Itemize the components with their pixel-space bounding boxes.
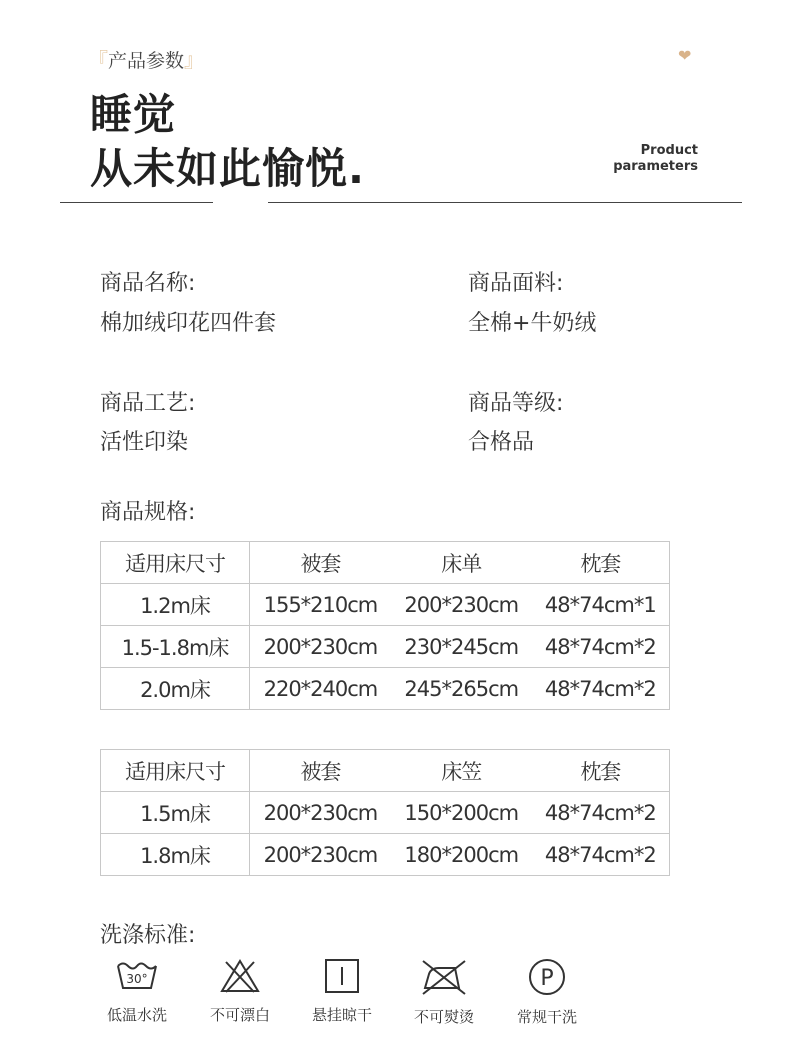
- table-row: [101, 668, 670, 710]
- table-cell: 1.8m床: [101, 834, 250, 876]
- table-cell: 48*74cm*1: [532, 584, 670, 626]
- page-title-line2: 从未如此愉悦.: [90, 144, 365, 193]
- table-cell: 245*265cm: [391, 668, 532, 710]
- table-header-cell: 适用床尺寸: [101, 542, 250, 584]
- table-cell: 1.5-1.8m床: [101, 626, 250, 668]
- param-value-grade: 合格品: [468, 430, 535, 455]
- dry-clean-p-icon: [525, 958, 569, 996]
- bracket-left: 『: [88, 48, 108, 72]
- wash-temp-text: 30°: [126, 972, 148, 986]
- param-label-fabric: 商品面料:: [468, 271, 564, 296]
- table-cell: 230*245cm: [391, 626, 532, 668]
- wash-item-no-iron: [404, 958, 484, 1027]
- english-line1: Product: [640, 143, 698, 158]
- english-line2: parameters: [613, 159, 698, 174]
- param-label-craft: 商品工艺:: [100, 391, 196, 416]
- wash-item-no-bleach: [200, 958, 280, 1025]
- wash-label-hang-dry: 悬挂晾干: [311, 1006, 372, 1024]
- table-header-cell: 被套: [250, 542, 391, 584]
- table-header-cell: 枕套: [532, 542, 670, 584]
- tag-text: 产品参数: [108, 50, 185, 72]
- table-cell: 2.0m床: [101, 668, 250, 710]
- spec-table-2: [100, 749, 670, 876]
- param-label-name: 商品名称:: [100, 271, 196, 296]
- hang-dry-icon: [320, 958, 364, 994]
- param-label-grade: 商品等级:: [468, 391, 564, 416]
- wash-label-dry-clean: 常规干洗: [516, 1008, 577, 1026]
- table-cell: 48*74cm*2: [532, 668, 670, 710]
- param-value-fabric: 全棉+牛奶绒: [468, 311, 597, 336]
- table-cell: 1.5m床: [101, 792, 250, 834]
- table-cell: 1.2m床: [101, 584, 250, 626]
- no-iron-icon: [419, 958, 469, 996]
- table-cell: 200*230cm: [250, 834, 391, 876]
- table-cell: 200*230cm: [391, 584, 532, 626]
- wash-label-no-iron: 不可熨烫: [413, 1008, 474, 1026]
- spec-table-1: [100, 541, 670, 710]
- table-header-row: [101, 750, 670, 792]
- spec-label: 商品规格:: [100, 500, 196, 525]
- table-header-cell: 被套: [250, 750, 391, 792]
- wash-label: 洗涤标准:: [100, 923, 196, 948]
- table-header-cell: 适用床尺寸: [101, 750, 250, 792]
- table-cell: 220*240cm: [250, 668, 391, 710]
- table-header-cell: 床笠: [391, 750, 532, 792]
- table-header-row: [101, 542, 670, 584]
- english-subtitle: [613, 143, 698, 175]
- param-value-craft: 活性印染: [100, 430, 189, 455]
- wash-item-dry-clean: [507, 958, 587, 1027]
- table-cell: 200*230cm: [250, 626, 391, 668]
- table-cell: 150*200cm: [391, 792, 532, 834]
- wash-label-no-bleach: 不可漂白: [209, 1006, 270, 1024]
- wash-label-low-temp: 低温水洗: [106, 1006, 167, 1024]
- table-row: [101, 834, 670, 876]
- table-row: [101, 792, 670, 834]
- wash-30-icon: [115, 958, 159, 994]
- table-cell: 180*200cm: [391, 834, 532, 876]
- dry-clean-letter: P: [540, 966, 554, 991]
- bracket-right: 』: [184, 48, 205, 72]
- param-value-name: 棉加绒印花四件套: [100, 311, 277, 336]
- table-header-cell: 枕套: [532, 750, 670, 792]
- table-cell: 200*230cm: [250, 792, 391, 834]
- wash-item-hang-dry: [302, 958, 382, 1025]
- table-row: [101, 626, 670, 668]
- no-bleach-icon: [218, 958, 262, 994]
- table-header-cell: 床单: [391, 542, 532, 584]
- divider-right: [268, 202, 742, 203]
- table-cell: 48*74cm*2: [532, 834, 670, 876]
- heart-icon: ❤: [678, 46, 692, 65]
- table-cell: 48*74cm*2: [532, 626, 670, 668]
- wash-item-low-temp: [97, 958, 177, 1025]
- divider-left: [60, 202, 213, 203]
- table-row: [101, 584, 670, 626]
- table-cell: 155*210cm: [250, 584, 391, 626]
- page-title-line1: 睡觉: [90, 90, 177, 139]
- section-tag: [88, 44, 204, 73]
- table-cell: 48*74cm*2: [532, 792, 670, 834]
